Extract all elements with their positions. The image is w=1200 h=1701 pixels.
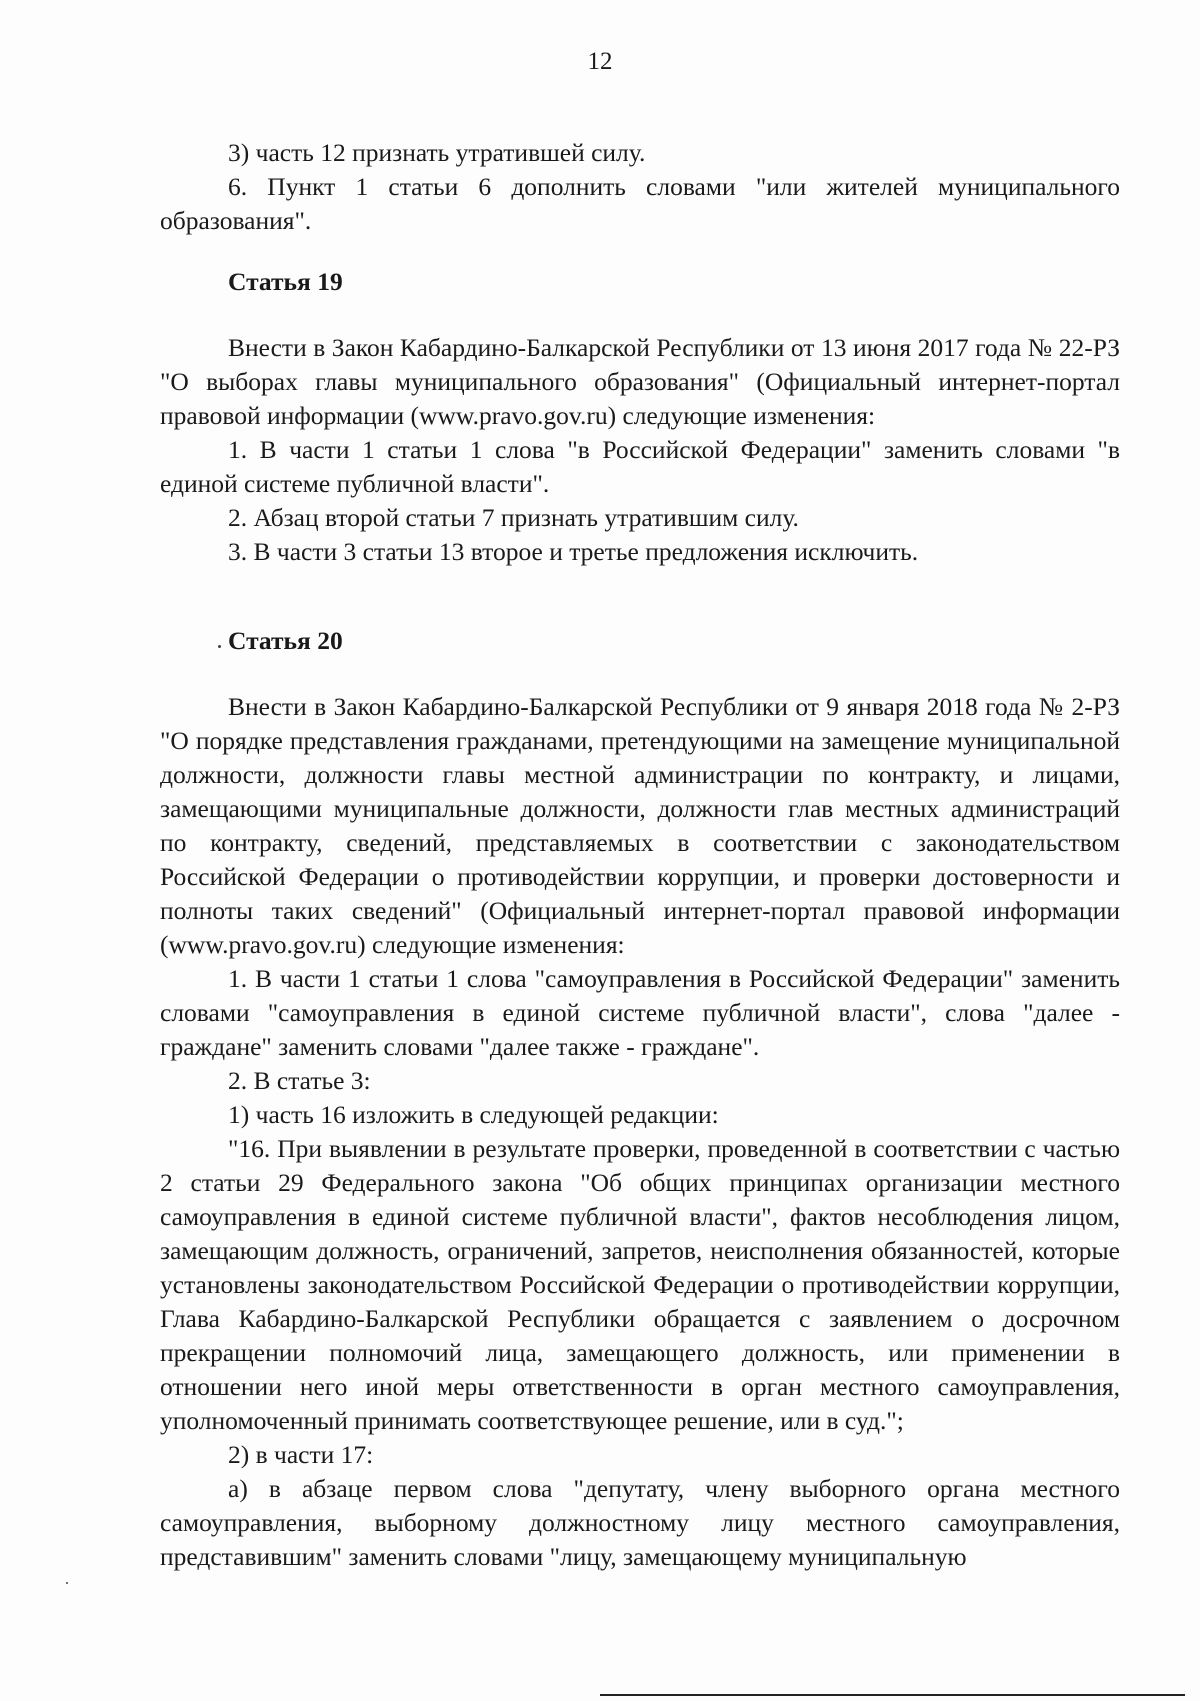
article-19-heading: Статья 19: [228, 267, 343, 296]
article-20-body: [160, 690, 1120, 1574]
scan-speck: [66, 1582, 68, 1584]
paragraph: Внести в Закон Кабардино-Балкарской Республики от 13 июня 2017 года № 22-РЗ "О выборах главы муниципального образования" (Официальный интернет-портал правовой информации (www.pravo.gov.ru) следующие изменения:: [160, 333, 1120, 430]
scan-speck: [218, 645, 221, 648]
paragraph: а) в абзаце первом слова "депутату, члену выборного органа местного самоуправления, выборному должностному лицу местного самоуправления, представившим" заменить словами "лицу, замещающему муниципальную: [160, 1474, 1120, 1571]
article-20-heading: Статья 20: [228, 626, 343, 655]
paragraph: 2. Абзац второй статьи 7 признать утратившим силу.: [228, 503, 799, 532]
paragraph: 1. В части 1 статьи 1 слова "в Российской Федерации" заменить словами "в единой системе публичной власти".: [160, 435, 1120, 498]
paragraph: 6. Пункт 1 статьи 6 дополнить словами "или жителей муниципального образования".: [160, 172, 1120, 235]
article-19-body: [160, 331, 1120, 569]
scan-edge-line: [600, 1694, 1185, 1696]
paragraph: "16. При выявлении в результате проверки, проведенной в соответствии с частью 2 статьи 29 Федерального закона "Об общих принципах организации местного самоуправления в единой системе публичной власти", фактов несоблюдения лицом, замещающим должность, ограничений, запретов, неисполнения обязанностей, которые установлены законодательством Российской Федерации о противодействии коррупции, Глава Кабардино-Балкарской Республики обращается с заявлением о досрочном прекращении полномочий лица, замещающего должность, или применении в отношении него иной меры ответственности в орган местного самоуправления, уполномоченный принимать соответствующее решение, или в суд.";: [160, 1134, 1120, 1435]
paragraph: 1. В части 1 статьи 1 слова "самоуправления в Российской Федерации" заменить словами "самоуправления в единой системе публичной власти", слова "далее - граждане" заменить словами "далее также - граждане".: [160, 964, 1120, 1061]
paragraph: 1) часть 16 изложить в следующей редакции:: [228, 1100, 719, 1129]
paragraph: Внести в Закон Кабардино-Балкарской Республики от 9 января 2018 года № 2-РЗ "О порядке представления гражданами, претендующими на замещение муниципальной должности, должности главы местной администрации по контракту, и лицами, замещающими муниципальные должности, должности глав местных администраций по контракту, сведений, представляемых в соответствии с законодательством Российской Федерации о противодействии коррупции, и проверки достоверности и полноты таких сведений" (Официальный интернет-портал правовой информации (www.pravo.gov.ru) следующие изменения:: [160, 692, 1120, 959]
preceding-amendments: [160, 136, 1120, 238]
paragraph: 2. В статье 3:: [228, 1066, 371, 1095]
paragraph: 3) часть 12 признать утратившей силу.: [228, 138, 646, 167]
page-number: 12: [587, 48, 613, 75]
paragraph: 3. В части 3 статьи 13 второе и третье предложения исключить.: [228, 537, 919, 566]
paragraph: 2) в части 17:: [228, 1440, 374, 1469]
